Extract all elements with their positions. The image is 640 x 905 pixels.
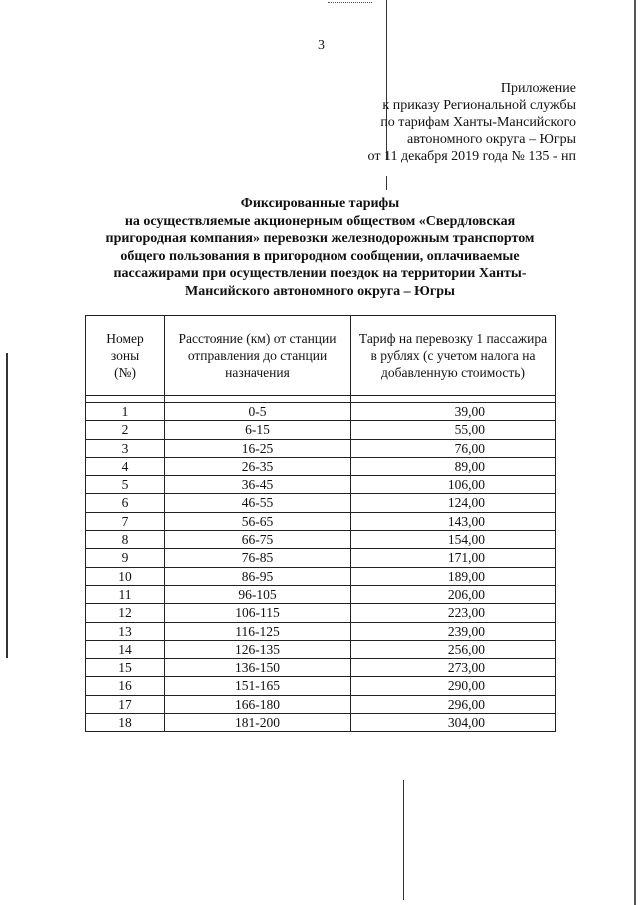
scan-line-left-margin	[6, 353, 8, 658]
cell-price: 39,00	[351, 403, 556, 421]
header-distance: Расстояние (км) от станции отправления до станции назначения	[165, 316, 351, 396]
cell-distance: 136-150	[165, 659, 351, 677]
cell-price: 171,00	[351, 549, 556, 567]
tariff-table	[85, 315, 556, 732]
cell-distance: 0-5	[165, 403, 351, 421]
cell-zone: 3	[86, 439, 165, 457]
cell-zone: 14	[86, 640, 165, 658]
table-row	[86, 421, 556, 439]
cell-distance: 116-125	[165, 622, 351, 640]
cell-price: 290,00	[351, 677, 556, 695]
cell-zone: 2	[86, 421, 165, 439]
title-line: пригородная компания» перевозки железнодорожным транспортом	[105, 231, 535, 246]
header-zone: Номер зоны (№)	[86, 316, 165, 396]
cell-price: 206,00	[351, 585, 556, 603]
page-number: 3	[318, 38, 325, 53]
cell-price: 154,00	[351, 531, 556, 549]
table-row	[86, 604, 556, 622]
cell-zone: 11	[86, 585, 165, 603]
cell-zone: 12	[86, 604, 165, 622]
table-row	[86, 640, 556, 658]
title-line: Фиксированные тарифы	[240, 196, 400, 211]
cell-price: 55,00	[351, 421, 556, 439]
cell-price: 124,00	[351, 494, 556, 512]
scan-line-right-edge	[634, 0, 636, 905]
table-row	[86, 512, 556, 530]
title-line: Мансийского автономного округа – Югры	[185, 283, 455, 299]
cell-distance: 96-105	[165, 585, 351, 603]
cell-zone: 17	[86, 695, 165, 713]
cell-zone: 1	[86, 403, 165, 421]
cell-price: 256,00	[351, 640, 556, 658]
cell-price: 189,00	[351, 567, 556, 585]
cell-price: 89,00	[351, 457, 556, 475]
table-row	[86, 494, 556, 512]
table-header-row	[86, 316, 556, 396]
table-row	[86, 457, 556, 475]
cell-zone: 6	[86, 494, 165, 512]
appendix-block	[368, 80, 576, 165]
cell-price: 76,00	[351, 439, 556, 457]
table-row	[86, 439, 556, 457]
title-line: общего пользования в пригородном сообщении, оплачиваемые	[120, 248, 520, 264]
table-row	[86, 531, 556, 549]
cell-zone: 8	[86, 531, 165, 549]
cell-zone: 15	[86, 659, 165, 677]
cell-distance: 66-75	[165, 531, 351, 549]
table-row	[86, 695, 556, 713]
cell-zone: 4	[86, 457, 165, 475]
cell-price: 304,00	[351, 714, 556, 732]
title-line: пассажирами при осуществлении поездок на территории Ханты-	[113, 266, 527, 281]
table-row	[86, 677, 556, 695]
scan-artifact-top	[328, 2, 372, 6]
cell-distance: 36-45	[165, 476, 351, 494]
header-price: Тариф на перевозку 1 пассажира в рублях (с учетом налога на добавленную стоимость)	[351, 316, 556, 396]
document-title	[80, 195, 560, 300]
cell-zone: 7	[86, 512, 165, 530]
table-row	[86, 585, 556, 603]
cell-price: 296,00	[351, 695, 556, 713]
cell-distance: 6-15	[165, 421, 351, 439]
cell-distance: 126-135	[165, 640, 351, 658]
title-line: на осуществляемые акционерным обществом «Свердловская	[124, 213, 516, 229]
cell-distance: 16-25	[165, 439, 351, 457]
cell-distance: 26-35	[165, 457, 351, 475]
cell-zone: 9	[86, 549, 165, 567]
cell-price: 273,00	[351, 659, 556, 677]
appendix-line: к приказу Региональной службы	[382, 98, 576, 113]
table-row	[86, 567, 556, 585]
cell-price: 239,00	[351, 622, 556, 640]
cell-distance: 151-165	[165, 677, 351, 695]
cell-distance: 46-55	[165, 494, 351, 512]
table-row	[86, 549, 556, 567]
scan-line-middle	[386, 176, 387, 190]
cell-zone: 10	[86, 567, 165, 585]
cell-zone: 16	[86, 677, 165, 695]
cell-distance: 106-115	[165, 604, 351, 622]
cell-distance: 76-85	[165, 549, 351, 567]
cell-distance: 86-95	[165, 567, 351, 585]
table-row	[86, 659, 556, 677]
scan-line-lower	[403, 780, 404, 900]
table-row	[86, 476, 556, 494]
appendix-line: автономного округа – Югры	[407, 132, 576, 147]
cell-distance: 56-65	[165, 512, 351, 530]
cell-distance: 181-200	[165, 714, 351, 732]
appendix-line: от 11 декабря 2019 года № 135 - нп	[367, 149, 576, 164]
cell-zone: 13	[86, 622, 165, 640]
cell-distance: 166-180	[165, 695, 351, 713]
appendix-line: Приложение	[500, 81, 576, 96]
table-row	[86, 714, 556, 732]
cell-price: 223,00	[351, 604, 556, 622]
table-row	[86, 403, 556, 421]
appendix-line: по тарифам Ханты-Мансийского	[380, 115, 576, 130]
cell-zone: 18	[86, 714, 165, 732]
cell-zone: 5	[86, 476, 165, 494]
table-row	[86, 622, 556, 640]
cell-price: 143,00	[351, 512, 556, 530]
cell-price: 106,00	[351, 476, 556, 494]
table-spacer-row	[86, 396, 556, 403]
